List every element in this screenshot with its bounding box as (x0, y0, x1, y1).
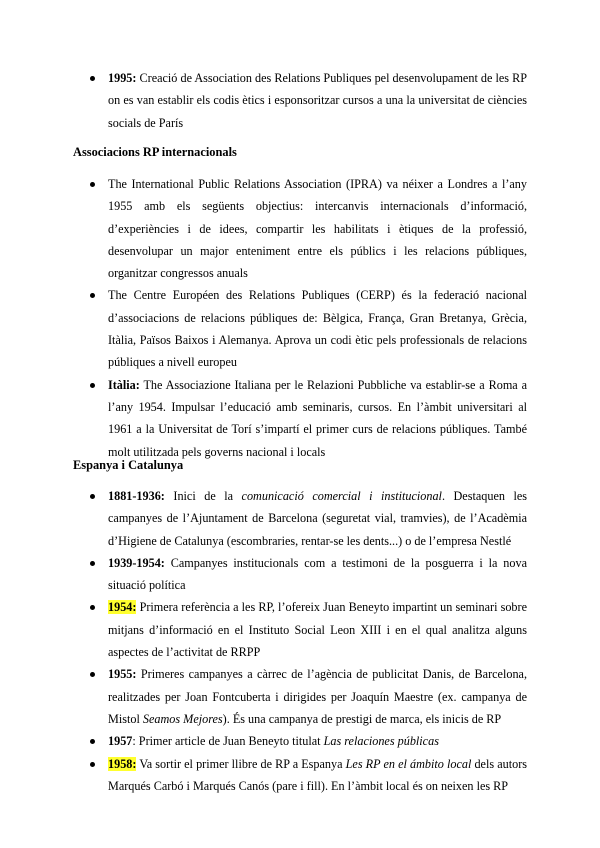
item-text-post: . Destaquen les campanyes de l’Ajuntament de Barcelona (seguretat vial, tramvies), de l’Acadèmia d’Higiene de Catalunya (escombraries, rentar-se les dents...) o de l’empresa Nestlé (108, 489, 527, 548)
item-lead: 1995: (108, 71, 137, 85)
list-item-1957 (0, 730, 600, 752)
list-item-1939-1954 (0, 552, 600, 597)
item-text: The International Public Relations Association (IPRA) va néixer a Londres a l’any 1955 amb els següents objectius: intercanvis internacionals d’informació, d’experiències i de idees, compartir les habilitats i ètiques de la professió, desenvolupar un major enteniment entre els públics i les relacions públiques, organitzar congressos anuals (108, 177, 527, 281)
item-lead: 1881-1936: (108, 489, 165, 503)
item-text-post: dels autors Marqués Carbó i Marqués Canós (pare i fill). En l’àmbit local és on neixen les RP (108, 756, 527, 793)
heading-spain: Espanya i Catalunya (73, 458, 184, 472)
item-text: Inici de la (164, 489, 242, 503)
item-text: Campanyes institucionals com a testimoni de la posguerra i la nova situació política (108, 555, 527, 593)
bullet-icon (90, 293, 95, 298)
item-text: Primera referència a les RP, l’ofereix Juan Beneyto impartint un seminari sobre mitjans d’informació en el Instituto Social Leon XIII i en el qual analitza alguns aspectes de l’activitat de RRPP (108, 600, 527, 660)
item-text: Primeres campanyes a càrrec de l’agència de publicitat Danis, de Barcelona, realitzades per Joan Fontcuberta i dirigides per Joaquín Maestre (ex. campanya de Mistol (108, 667, 527, 726)
list-item-1995 (0, 67, 600, 134)
item-text: The Associazione Italiana per le Relazioni Pubbliche va establir-se a Roma a l’any 1954. Impulsar l’educació amb seminaris, cursos. En l’àmbit universitari al 1961 a la Universitat de Torí s’impartí el primer curs de relacions públiques. També molt utilitzada pels governs nacional i locals (108, 377, 527, 459)
bullet-icon (90, 494, 95, 499)
list-item-1954 (0, 596, 600, 663)
spain-list (0, 485, 600, 797)
item-lead: Itàlia: (108, 377, 140, 392)
item-lead: 1957 (108, 734, 133, 749)
item-lead: 1939-1954: (108, 555, 165, 570)
item-text: Va sortir el primer llibre de RP a Espanya (136, 756, 346, 771)
item-italic: comunicació comercial i institucional (241, 489, 442, 503)
item-lead-highlighted: 1954: (108, 600, 137, 615)
list-item-1955 (0, 663, 600, 730)
item-italic: Seamos Mejores (142, 711, 223, 726)
bullet-icon (90, 182, 95, 187)
bullet-icon (90, 605, 95, 610)
heading-international: Associacions RP internacionals (73, 145, 237, 159)
international-list (0, 173, 600, 463)
bullet-icon (90, 739, 95, 744)
item-text: : Primer article de Juan Beneyto titulat (132, 734, 324, 749)
item-italic: Les RP en el ámbito local (345, 756, 472, 771)
item-text: The Centre Européen des Relations Publiques (CERP) és la federació nacional d’associacions de relacions públiques de: Bèlgica, França, Gran Bretanya, Grècia, Itàlia, Països Baixos i Alemanya. Aprova un codi ètic pels professionals de relacions públiques a nivell europeu (108, 288, 527, 370)
item-lead: 1955: (108, 667, 137, 682)
item-text: Creació de Association des Relations Publiques pel desenvolupament de les RP on es van establir els codis ètics i esponsoritzar cursos a una la universitat de ciències socials de París (108, 71, 527, 130)
list-item-1958 (0, 753, 600, 798)
list-item-1881-1936 (0, 485, 600, 552)
list-item-italia (0, 374, 600, 463)
bullet-icon (90, 561, 95, 566)
list-item-cerp (0, 284, 600, 373)
bullet-icon (90, 383, 95, 388)
item-lead-highlighted: 1958: (108, 756, 137, 771)
item-text-post: ). És una campanya de prestigi de marca, els inicis de RP (222, 711, 502, 726)
list-item-ipra (0, 173, 600, 284)
bullet-icon (90, 672, 95, 677)
top-list (0, 67, 600, 134)
bullet-icon (90, 762, 95, 767)
item-italic: Las relaciones públicas (323, 734, 439, 749)
bullet-icon (90, 76, 95, 81)
